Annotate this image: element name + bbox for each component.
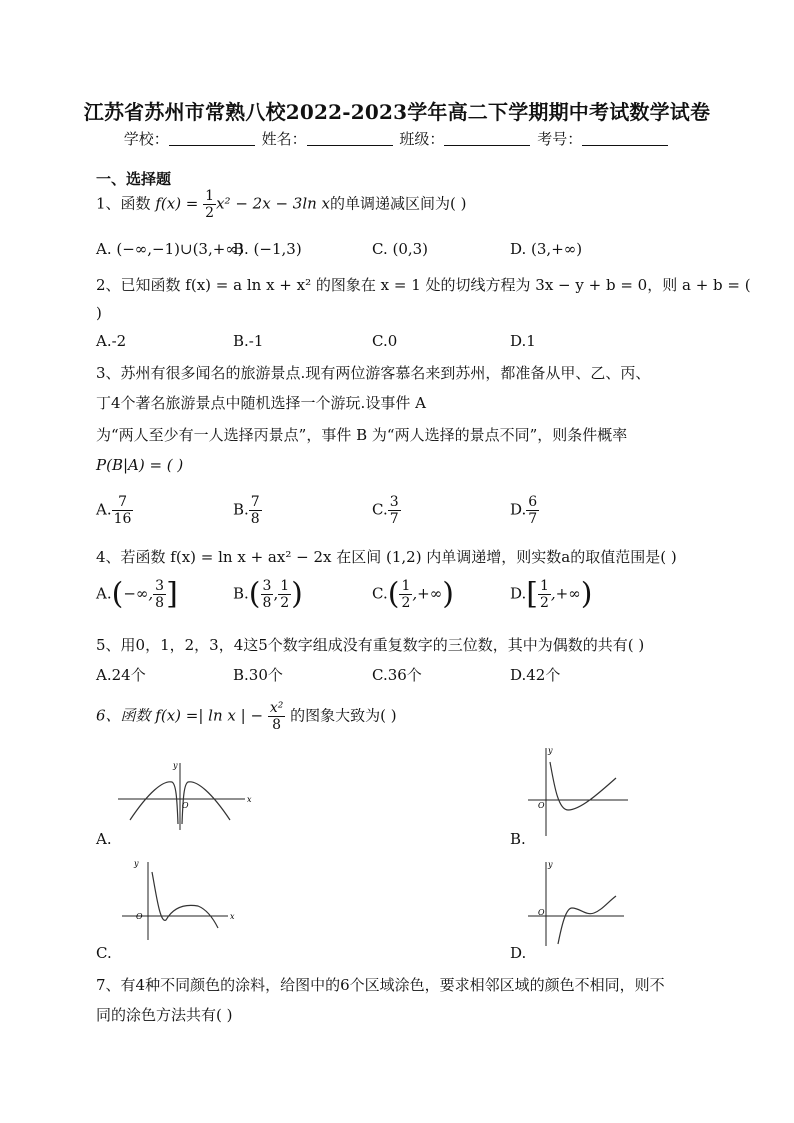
school-label: 学校： bbox=[123, 130, 169, 148]
q4-b-num-2: 1 bbox=[280, 578, 290, 594]
q1-prefix: 1、函数 bbox=[96, 194, 151, 213]
question-3-line-4: P(B|A) = ( ) bbox=[96, 456, 184, 474]
number-field[interactable] bbox=[582, 131, 668, 146]
q4-c-den: 2 bbox=[401, 595, 411, 611]
q4-d-close-paren: ) bbox=[580, 576, 593, 612]
q4-b-open-paren: ( bbox=[248, 576, 261, 612]
q1-frac-den: 2 bbox=[205, 205, 215, 221]
q4-c-label: C. bbox=[372, 584, 388, 603]
q3-b-fraction bbox=[249, 494, 262, 527]
q3-a-fraction bbox=[112, 494, 134, 527]
q6-frac-den: 8 bbox=[272, 717, 282, 733]
q6-graph-c bbox=[118, 858, 238, 940]
graph-d-curve bbox=[558, 896, 616, 944]
q6-suffix: 的图象大致为( ) bbox=[290, 706, 397, 725]
question-3-line-1: 3、苏州有很多闻名的旅游景点.现有两位游客慕名来到苏州，都准备从甲、乙、丙、 bbox=[96, 364, 651, 382]
q6-option-d[interactable]: D. bbox=[510, 944, 527, 962]
q4-option-c[interactable] bbox=[372, 578, 454, 611]
page-title: 江苏省苏州市常熟八校2022-2023学年高二下学期期中考试数学试卷 bbox=[83, 100, 711, 124]
q6-graph-a bbox=[118, 758, 253, 830]
q3-option-d[interactable] bbox=[510, 494, 539, 527]
q4-option-d[interactable] bbox=[510, 578, 592, 611]
question-2-line-2: ) bbox=[96, 304, 102, 322]
q4-option-b[interactable]: B.( $\frac{3}{8}$ , $\frac{1}{2}$ ) bbox=[233, 576, 303, 612]
q4-d-num: 1 bbox=[539, 578, 549, 594]
q4-a-close-bracket: ] bbox=[166, 576, 178, 612]
q4-b-den-1: 8 bbox=[262, 595, 272, 611]
q4-d-label: D. bbox=[510, 584, 527, 603]
graph-c-y-label: y bbox=[134, 859, 139, 868]
q2-option-d[interactable]: D.1 bbox=[510, 332, 536, 350]
question-7-line-1: 7、有4种不同颜色的涂料，给图中的6个区域涂色，要求相邻区域的颜色不相同，则不 bbox=[96, 976, 665, 994]
q3-c-fraction bbox=[388, 494, 401, 527]
class-label: 班级： bbox=[399, 130, 445, 148]
question-7-line-2: 同的涂色方法共有( ) bbox=[96, 1006, 233, 1024]
name-label: 姓名： bbox=[261, 130, 307, 148]
q3-a-num: 7 bbox=[112, 494, 134, 511]
q4-c-fraction bbox=[399, 578, 412, 611]
q1-suffix: 的单调递减区间为( ) bbox=[330, 194, 467, 213]
q6-option-c[interactable]: C. bbox=[96, 944, 112, 962]
q1-expr: x² − 2x − 3ln x bbox=[216, 194, 331, 213]
graph-b-curve bbox=[550, 762, 616, 810]
q4-a-open-paren: ( bbox=[111, 576, 124, 612]
q4-d-open-bracket: [ bbox=[526, 576, 538, 612]
q6-graph-b bbox=[528, 744, 633, 836]
q1-option-d[interactable]: D. (3,+∞) bbox=[510, 240, 583, 258]
number-label: 考号： bbox=[537, 130, 583, 148]
q1-option-b[interactable]: B. (−1,3) bbox=[233, 240, 302, 258]
graph-c-x-label: x bbox=[230, 912, 235, 921]
q3-d-label: D. bbox=[510, 500, 527, 519]
graph-d-y-label: y bbox=[548, 860, 553, 869]
q4-d-right: ,+∞ bbox=[550, 584, 581, 603]
q4-a-num: 3 bbox=[155, 578, 165, 594]
q4-a-den: 8 bbox=[155, 595, 165, 611]
q6-option-a[interactable]: A. bbox=[96, 830, 112, 848]
name-field[interactable] bbox=[307, 131, 393, 146]
graph-a-x-label: x bbox=[247, 795, 252, 804]
q3-option-b[interactable] bbox=[233, 494, 262, 527]
q5-option-d[interactable]: D.42个 bbox=[510, 666, 561, 684]
q4-b-label: B. bbox=[233, 584, 249, 603]
q1-frac-num: 1 bbox=[205, 188, 215, 204]
q3-d-num: 6 bbox=[528, 494, 538, 510]
q3-d-den: 7 bbox=[528, 511, 538, 527]
q3-b-den: 8 bbox=[250, 511, 260, 527]
q4-c-close-paren: ) bbox=[442, 576, 454, 612]
q3-a-label: A. bbox=[96, 500, 112, 519]
q4-b-close-paren: ) bbox=[291, 576, 303, 612]
question-3-line-2: 丁4个著名旅游景点中随机选择一个游玩.设事件 A bbox=[96, 394, 426, 412]
graph-c-curve bbox=[152, 872, 218, 928]
question-6 bbox=[96, 700, 397, 733]
q3-option-a[interactable] bbox=[96, 494, 133, 527]
q3-c-label: C. bbox=[372, 500, 388, 519]
q3-b-label: B. bbox=[233, 500, 249, 519]
graph-b-origin: O bbox=[538, 801, 545, 810]
q4-c-num: 1 bbox=[401, 578, 411, 594]
q2-option-b[interactable]: B.-1 bbox=[233, 332, 264, 350]
q4-c-right: ,+∞ bbox=[412, 584, 443, 603]
q3-option-c[interactable] bbox=[372, 494, 401, 527]
q1-option-a[interactable]: A. (−∞,−1)∪(3,+∞) bbox=[96, 240, 244, 258]
school-field[interactable] bbox=[169, 131, 255, 146]
q4-b-num-1: 3 bbox=[262, 578, 272, 594]
q5-option-a[interactable]: A.24个 bbox=[96, 666, 146, 684]
student-info-line bbox=[0, 128, 794, 149]
q4-d-fraction bbox=[538, 578, 551, 611]
section-heading: 一、选择题 bbox=[96, 170, 172, 188]
graph-c-origin: O bbox=[136, 912, 143, 921]
q5-option-b[interactable]: B.30个 bbox=[233, 666, 283, 684]
question-4-line-1: 4、若函数 f(x) = ln x + ax² − 2x 在区间 (1,2) 内单调递增，则实数a的取值范围是( ) bbox=[96, 548, 677, 566]
q6-frac-num: x² bbox=[269, 700, 284, 716]
q4-b-fraction-1 bbox=[261, 578, 274, 611]
q3-c-num: 3 bbox=[389, 494, 399, 510]
q2-option-c[interactable]: C.0 bbox=[372, 332, 398, 350]
graph-b-y-label: y bbox=[548, 746, 553, 755]
question-3-line-3: 为“两人至少有一人选择丙景点”，事件 B 为“两人选择的景点不同”，则条件概率 bbox=[96, 426, 628, 444]
q4-d-den: 2 bbox=[539, 595, 549, 611]
q3-d-fraction bbox=[526, 494, 539, 527]
q4-a-label: A. bbox=[96, 584, 112, 603]
q1-fraction bbox=[203, 188, 216, 221]
q4-b-den-2: 2 bbox=[280, 595, 290, 611]
graph-a-y-label: y bbox=[173, 761, 178, 770]
q6-prefix: 6、函数 f(x) =| ln x | − bbox=[96, 706, 264, 725]
q4-a-fraction bbox=[153, 578, 166, 611]
q4-c-open-paren: ( bbox=[387, 576, 400, 612]
q6-graph-d bbox=[528, 858, 628, 946]
class-field[interactable] bbox=[444, 131, 530, 146]
graph-a-origin: O bbox=[182, 801, 189, 810]
question-1 bbox=[96, 188, 467, 221]
q3-b-num: 7 bbox=[250, 494, 260, 510]
graph-d-origin: O bbox=[538, 908, 545, 917]
q6-fraction bbox=[268, 700, 286, 733]
question-2-line-1: 2、已知函数 f(x) = a ln x + x² 的图象在 x = 1 处的切线方程为 3x − y + b = 0，则 a + b = ( bbox=[96, 276, 751, 294]
q1-option-c[interactable]: C. (0,3) bbox=[372, 240, 429, 258]
q1-func: f(x) = bbox=[155, 194, 199, 213]
q4-b-fraction-2 bbox=[278, 578, 291, 611]
q3-a-den: 16 bbox=[113, 511, 132, 527]
q2-option-a[interactable]: A.-2 bbox=[96, 332, 127, 350]
q4-a-left: −∞, bbox=[123, 584, 154, 603]
q6-option-b[interactable]: B. bbox=[510, 830, 526, 848]
q4-option-a[interactable] bbox=[96, 578, 178, 611]
q3-c-den: 7 bbox=[389, 511, 399, 527]
question-5-line-1: 5、用0，1，2，3，4这5个数字组成没有重复数字的三位数，其中为偶数的共有( ) bbox=[96, 636, 645, 654]
q5-option-c[interactable]: C.36个 bbox=[372, 666, 422, 684]
